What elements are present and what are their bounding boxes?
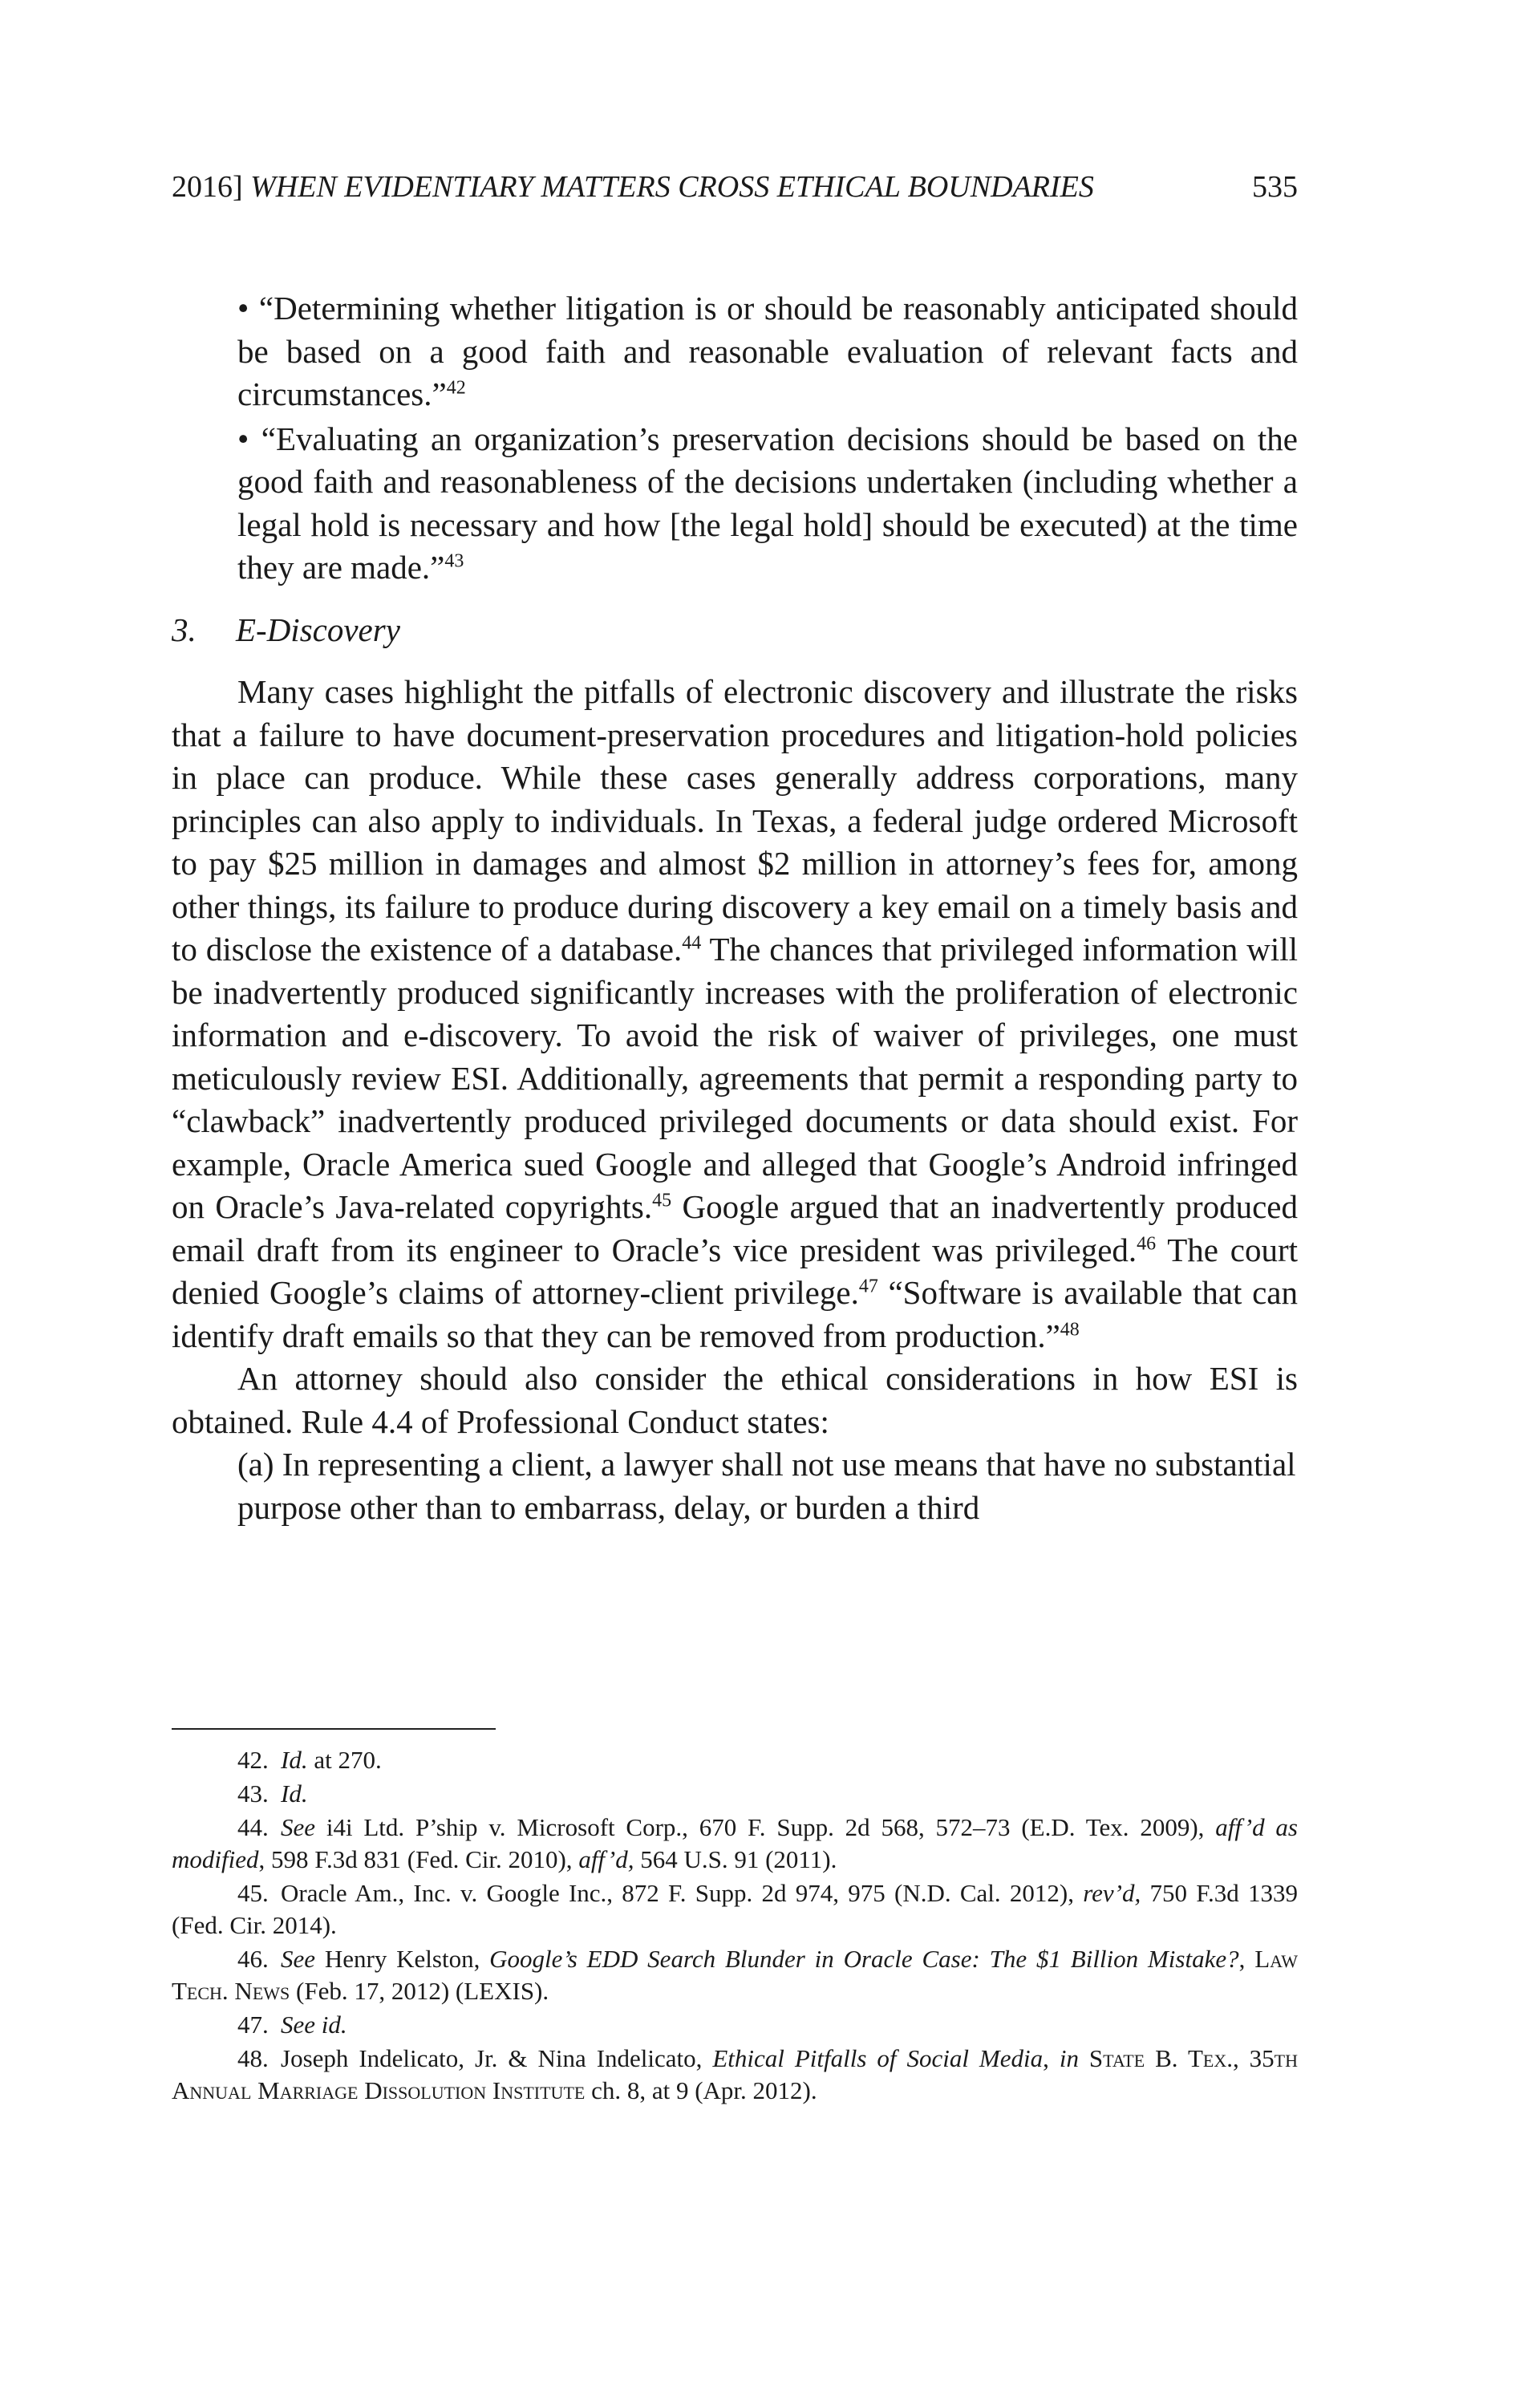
footnote-divider [172, 1728, 496, 1730]
footnote-42: 42. Id. at 270. [237, 1746, 382, 1774]
section-heading [172, 609, 1298, 652]
footnote-ref: 46 [1137, 1232, 1157, 1254]
footnote-43: 43. Id. [237, 1779, 308, 1808]
running-header [172, 168, 1298, 205]
footnote-44: 44. See i4i Ltd. P’ship v. Microsoft Corp., 670 F. Supp. 2d 568, 572–73 (E.D. Tex. 2009), aff’d as modified, 598 F.3d 831 (Fed. Cir. 2010), aff’d, 564 U.S. 91 (2011). [172, 1813, 1298, 1873]
bullet-item: • “Determining whether litigation is or should be reasonably anticipated should be based on a good faith and reasonable evaluation of relevant facts and circumstances.”$^{42}$ [237, 290, 1298, 412]
footnote-ref: 48 [1060, 1318, 1080, 1340]
footnote-ref: 42 [446, 377, 466, 399]
footnote-ref: 44 [682, 932, 702, 954]
paragraph: Many cases highlight the pitfalls of electronic discovery and illustrate the risks that a failure to have document-preservation procedures and litigation-hold policies in place can produce. While these cases generally address corporations, many principles can also apply to individuals. In Texas, a federal judge ordered Microsoft to pay $25 million in damages and almost $2 million in attorney’s fees for, among other things, its failure to produce during discovery a key email on a timely basis and to disclose the existence of a database.$^{44}$ The chances that privileged information will be inadvertently produced significantly increases with the proliferation of electronic information and e-discovery. To avoid the risk of waiver of privileges, one must meticulously review ESI. Additionally, agreements that permit a responding party to “clawback” inadvertently produced privileged documents or data should exist. For example, Oracle America sued Google and alleged that Google’s Android infringed on Oracle’s Java-related copyrights.$^{45}$ Google argued that an inadvertently produced email draft from its engineer to Oracle’s vice president was privileged.$^{46}$ The court denied Google’s claims of attorney-client privilege.$^{47}$ “Software is available that can identify draft emails so that they can be removed from production.”$^{48}$ [172, 673, 1299, 1354]
paragraph: An attorney should also consider the ethical considerations in how ESI is obtained. Rule 4.4 of Professional Conduct states: [172, 1360, 1298, 1440]
footnotes [172, 1744, 1298, 2108]
footnote-ref: 45 [652, 1190, 672, 1211]
footnote-ref: 47 [858, 1276, 878, 1297]
footnote-47: 47. See id. [237, 2011, 347, 2039]
header-year: 2016] [172, 170, 243, 204]
footnote-ref: 43 [444, 550, 464, 572]
footnote-45: 45. Oracle Am., Inc. v. Google Inc., 872 F. Supp. 2d 974, 975 (N.D. Cal. 2012), rev’d, 750 F.3d 1339 (Fed. Cir. 2014). [172, 1879, 1298, 1939]
footnote-46: 46. See Henry Kelston, Google’s EDD Search Blunder in Oracle Case: The $1 Billion Mistake?, Law Tech. News (Feb. 17, 2012) (LEXIS). [172, 1945, 1299, 2005]
main-text [172, 287, 1298, 1529]
bullet-item: • “Evaluating an organization’s preservation decisions should be based on the good faith and reasonableness of the decisions undertaken (including whether a legal hold is necessary and how [the legal hold] should be executed) at the time they are made.”$^{43}$ [237, 420, 1298, 586]
footnote-48: 48. Joseph Indelicato, Jr. & Nina Indelicato, Ethical Pitfalls of Social Media, in State B. Tex., 35th Annual Marriage Dissolution Institute ch. 8, at 9 (Apr. 2012). [172, 2044, 1299, 2104]
block-quote: (a) In representing a client, a lawyer shall not use means that have no substantial purpose other than to embarrass, delay, or burden a third [237, 1446, 1296, 1526]
section-number: 3. [172, 611, 197, 648]
running-title: WHEN EVIDENTIARY MATTERS CROSS ETHICAL BOUNDARIES [250, 170, 1094, 204]
section-title: E-Discovery [236, 611, 400, 648]
page-number: 535 [1252, 170, 1298, 204]
